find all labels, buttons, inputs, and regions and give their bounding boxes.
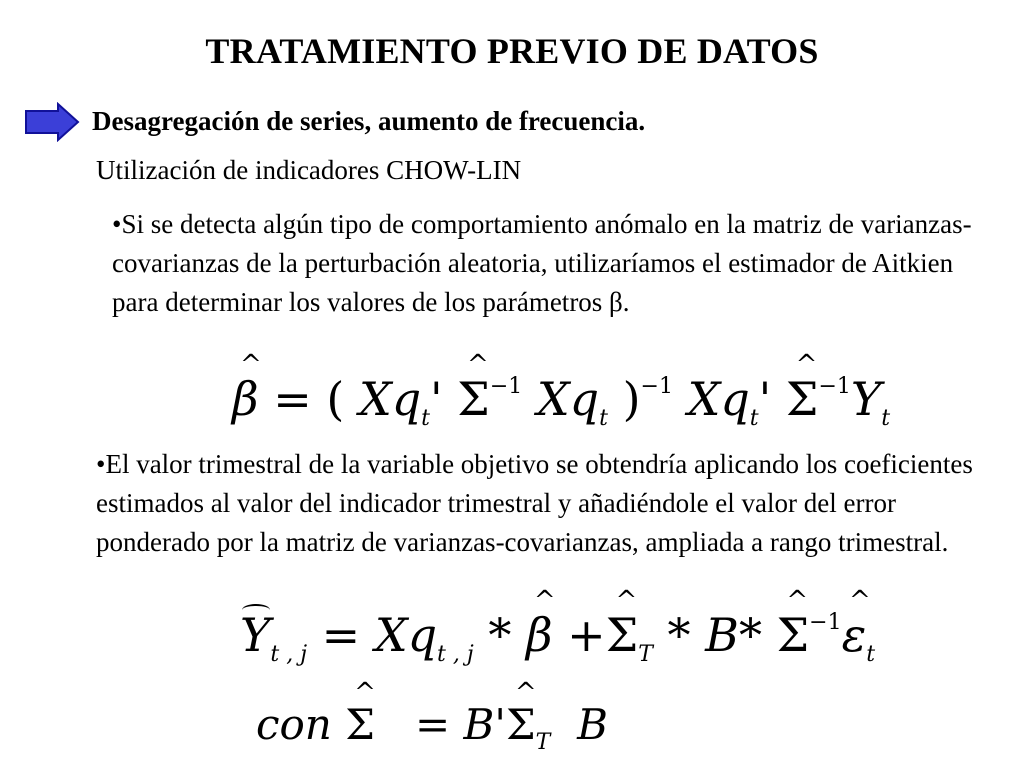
subscript-t: t bbox=[881, 406, 891, 431]
sigma-hat: ^ Σ bbox=[786, 372, 819, 426]
y-arc: Y bbox=[240, 608, 271, 662]
transpose-mark: ' bbox=[430, 372, 443, 426]
plus-sign: + bbox=[567, 608, 606, 662]
xq-term: Xq bbox=[536, 372, 600, 426]
b-prime-term: B' bbox=[463, 700, 506, 749]
sigma-hat: ^ Σ bbox=[345, 700, 375, 749]
left-paren: ( bbox=[326, 372, 345, 426]
multiply-star: * bbox=[738, 608, 762, 662]
xq-term: Xq bbox=[358, 372, 422, 426]
subscript-T: T bbox=[535, 730, 551, 755]
formula-quarterly-estimate bbox=[240, 608, 875, 667]
subscript-t: t bbox=[866, 642, 876, 667]
inverse-exponent: −1 bbox=[818, 374, 851, 399]
y-term: Y bbox=[850, 372, 882, 426]
xq-term: Xq bbox=[687, 372, 750, 426]
con-word: con bbox=[256, 700, 332, 749]
sigma-hat: ^ Σ bbox=[457, 372, 490, 426]
xq-term: Xq bbox=[374, 608, 438, 662]
subscript-t: t bbox=[421, 406, 431, 431]
inverse-exponent: −1 bbox=[809, 610, 842, 635]
inverse-exponent: −1 bbox=[640, 374, 673, 399]
paragraph-anomalous-behavior: •Si se detecta algún tipo de comportamiento anómalo en la matriz de varianzas-covarianzas de la perturbación aleatoria, utilizaríamos el estimador de Aitkien para determinar los valores de los parámetros β. bbox=[112, 209, 972, 317]
equals-sign: = bbox=[321, 608, 361, 662]
subscript-T: T bbox=[638, 642, 653, 667]
right-arrow-icon bbox=[24, 102, 80, 142]
equals-sign: = bbox=[414, 700, 451, 749]
subscript-t: t bbox=[599, 406, 608, 431]
epsilon-hat: ^ ε bbox=[842, 608, 867, 662]
slide-title: TRATAMIENTO PREVIO DE DATOS bbox=[205, 31, 819, 71]
subscript-tj: t , j bbox=[270, 642, 308, 667]
beta-hat: ^ β bbox=[526, 608, 553, 662]
formula-aitken-estimator bbox=[232, 372, 890, 431]
multiply-star: * bbox=[488, 608, 512, 662]
method-line: Utilización de indicadores CHOW-LIN bbox=[96, 155, 522, 185]
sigma-hat: ^ Σ bbox=[777, 608, 810, 662]
subscript-t: t bbox=[749, 406, 759, 431]
sigma-hat: ^ Σ bbox=[606, 608, 639, 662]
section-subtitle: Desagregación de series, aumento de frecuencia. bbox=[92, 106, 646, 136]
multiply-star: * bbox=[667, 608, 691, 662]
sigma-hat: ^ Σ bbox=[506, 700, 536, 749]
beta-hat: ^ β bbox=[232, 372, 259, 426]
b-term: B bbox=[705, 608, 739, 662]
paragraph-quarterly-value: •El valor trimestral de la variable objetivo se obtendría aplicando los coeficientes estimados al valor del indicador trimestral y añadiéndole el valor del error ponderado por la matriz de varianzas-covarianzas, ampliada a rango trimestral. bbox=[96, 449, 973, 557]
b-term: B bbox=[577, 700, 608, 749]
right-paren: ) bbox=[622, 372, 641, 426]
transpose-mark: ' bbox=[758, 372, 772, 426]
formula-sigma-definition bbox=[256, 700, 608, 755]
inverse-exponent: −1 bbox=[489, 374, 523, 399]
subscript-tj: t , j bbox=[437, 642, 474, 667]
equals-sign: = bbox=[273, 372, 312, 426]
